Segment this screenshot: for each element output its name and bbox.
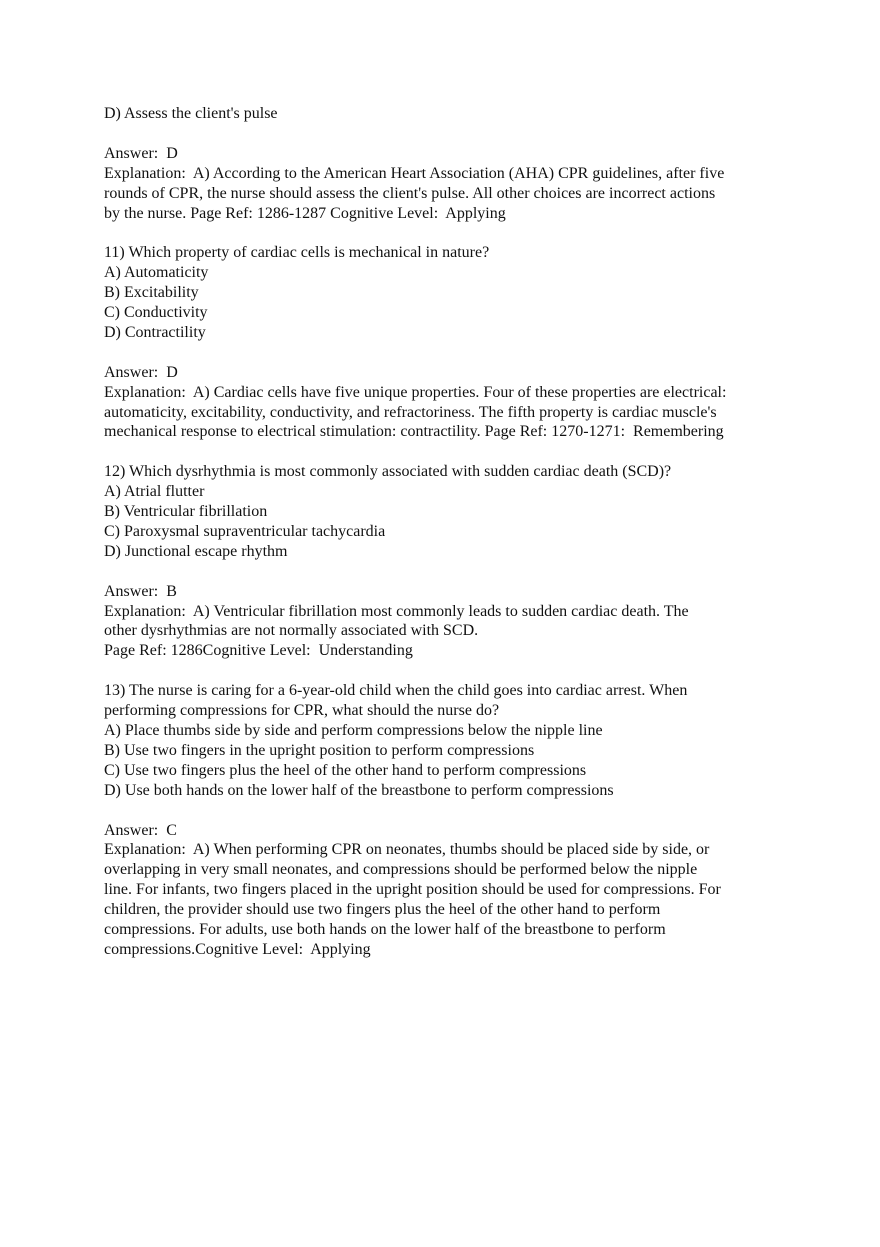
options-list bbox=[104, 721, 794, 801]
question-10-continuation bbox=[104, 104, 794, 223]
options-list bbox=[104, 263, 794, 343]
option-b: B) Excitability bbox=[104, 284, 199, 302]
option-a: A) Automaticity bbox=[104, 264, 209, 282]
explanation-line: Explanation: A) When performing CPR on neonates, thumbs should be placed side by side, or bbox=[104, 841, 710, 859]
question-text: performing compressions for CPR, what should the nurse do? bbox=[104, 702, 500, 720]
option-b: B) Ventricular fibrillation bbox=[104, 503, 268, 521]
explanation-line: by the nurse. Page Ref: 1286-1287 Cognitive Level: Applying bbox=[104, 204, 506, 222]
option-c: C) Paroxysmal supraventricular tachycardia bbox=[104, 522, 386, 540]
question-text: 11) Which property of cardiac cells is mechanical in nature? bbox=[104, 244, 490, 262]
answer: Answer: C bbox=[104, 821, 177, 839]
explanation bbox=[104, 602, 794, 662]
question-11 bbox=[104, 243, 794, 442]
option-d: D) Junctional escape rhythm bbox=[104, 542, 288, 560]
option-a: A) Place thumbs side by side and perform compressions below the nipple line bbox=[104, 722, 603, 739]
explanation-line: other dysrhythmias are not normally associated with SCD. bbox=[104, 622, 479, 640]
explanation bbox=[104, 840, 794, 959]
explanation bbox=[104, 383, 794, 443]
question-text: 12) Which dysrhythmia is most commonly associated with sudden cardiac death (SCD)? bbox=[104, 463, 672, 481]
option-c: C) Conductivity bbox=[104, 304, 208, 322]
answer: Answer: B bbox=[104, 582, 177, 600]
option-d: D) Assess the client's pulse bbox=[104, 105, 278, 122]
option-a: A) Atrial flutter bbox=[104, 483, 205, 501]
explanation bbox=[104, 164, 794, 224]
option-d: D) Contractility bbox=[104, 323, 206, 341]
explanation-line: compressions. For adults, use both hands on the lower half of the breastbone to perform bbox=[104, 921, 666, 939]
explanation-line: Explanation: A) According to the American Heart Association (AHA) CPR guidelines, after five bbox=[104, 164, 725, 182]
options-list bbox=[104, 482, 794, 562]
question-text: 13) The nurse is caring for a 6-year-old child when the child goes into cardiac arrest. When bbox=[104, 682, 688, 700]
explanation-line: Page Ref: 1286Cognitive Level: Understanding bbox=[104, 642, 413, 660]
explanation-line: rounds of CPR, the nurse should assess the client's pulse. All other choices are incorrect actions bbox=[104, 184, 716, 202]
explanation-line: mechanical response to electrical stimulation: contractility. Page Ref: 1270-1271: Remembering bbox=[104, 423, 724, 441]
question-13 bbox=[104, 681, 794, 960]
explanation-line: automaticity, excitability, conductivity, and refractoriness. The fifth property is cardiac muscle's bbox=[104, 403, 717, 421]
explanation-line: compressions.Cognitive Level: Applying bbox=[104, 940, 371, 958]
question-12 bbox=[104, 462, 794, 661]
explanation-line: Explanation: A) Ventricular fibrillation most commonly leads to sudden cardiac death. The bbox=[104, 602, 689, 620]
option-b: B) Use two fingers in the upright position to perform compressions bbox=[104, 741, 535, 759]
explanation-line: children, the provider should use two fingers plus the heel of the other hand to perform bbox=[104, 901, 661, 919]
explanation-line: overlapping in very small neonates, and compressions should be performed below the nipple bbox=[104, 861, 698, 879]
option-d: D) Use both hands on the lower half of the breastbone to perform compressions bbox=[104, 781, 614, 799]
explanation-line: Explanation: A) Cardiac cells have five unique properties. Four of these properties are electrical: bbox=[104, 383, 727, 401]
document-page bbox=[104, 104, 794, 960]
option-c: C) Use two fingers plus the heel of the other hand to perform compressions bbox=[104, 761, 587, 779]
answer: Answer: D bbox=[104, 144, 178, 162]
explanation-line: line. For infants, two fingers placed in the upright position should be used for compressions. For bbox=[104, 881, 721, 899]
answer: Answer: D bbox=[104, 363, 178, 381]
